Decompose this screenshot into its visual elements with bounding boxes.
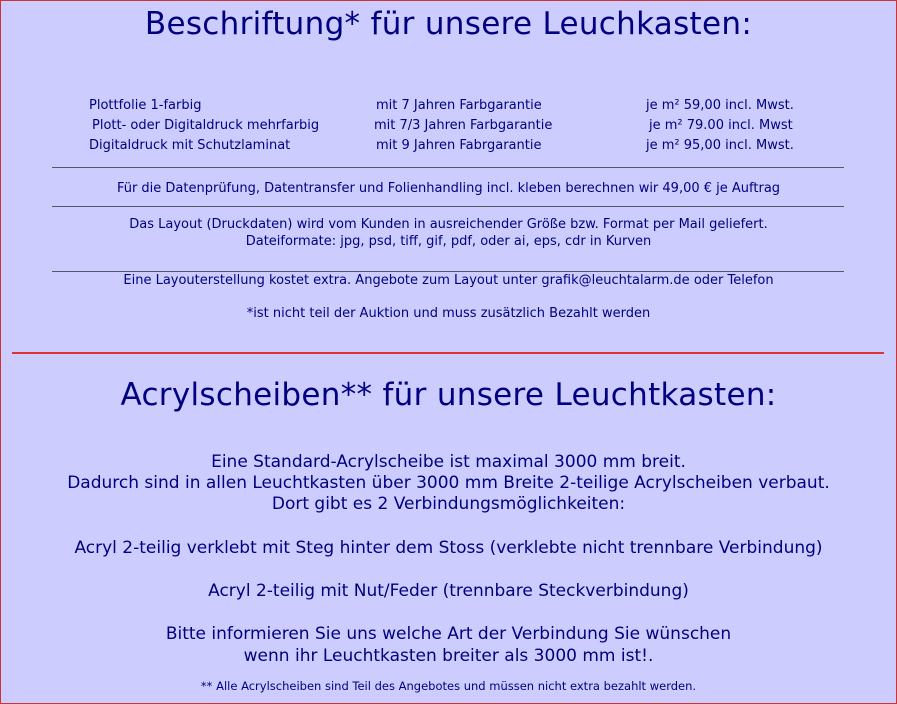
acryl-intro-line-2: Dadurch sind in allen Leuchtkasten über 3000 mm Breite 2-teilige Acrylscheiben verbaut. — [67, 473, 830, 493]
acryl-intro-line-1: Eine Standard-Acrylscheibe ist maximal 3000 mm breit. — [211, 452, 686, 472]
section2-title: Acrylscheiben** für unsere Leuchtkasten: — [120, 377, 777, 413]
divider — [52, 206, 844, 207]
price-row-1-guarantee: mit 7 Jahren Farbgarantie — [376, 98, 542, 113]
price-row-2-price: je m² 79.00 incl. Mwst — [649, 118, 793, 133]
section2-footnote: ** Alle Acrylscheiben sind Teil des Angebotes und müssen nicht extra bezahlt werden. — [200, 679, 697, 693]
price-row-2-guarantee: mit 7/3 Jahren Farbgarantie — [374, 118, 553, 133]
acryl-request-line-2: wenn ihr Leuchtkasten breiter als 3000 mm ist!. — [243, 646, 654, 666]
divider — [52, 271, 844, 272]
price-row-1-price: je m² 59,00 incl. Mwst. — [646, 98, 794, 113]
price-row-1-product: Plottfolie 1-farbig — [89, 98, 202, 113]
divider — [52, 167, 844, 168]
price-row-3-price: je m² 95,00 incl. Mwst. — [646, 138, 794, 153]
price-row-2-product: Plott- oder Digitaldruck mehrfarbig — [92, 118, 320, 133]
price-row-3-product: Digitaldruck mit Schutzlaminat — [89, 138, 291, 153]
layout-info-line-2: Dateiformate: jpg, psd, tiff, gif, pdf, oder ai, eps, cdr in Kurven — [245, 234, 652, 249]
acryl-option-1: Acryl 2-teilig verklebt mit Steg hinter dem Stoss (verklebte nicht trennbare Verbindung) — [74, 538, 823, 558]
section1-footnote: *ist nicht teil der Auktion und muss zusätzlich Bezahlt werden — [246, 306, 651, 321]
section1-title: Beschriftung* für unsere Leuchkasten: — [144, 6, 753, 42]
price-row-3-guarantee: mit 9 Jahren Fabrgarantie — [376, 138, 542, 153]
acryl-option-2: Acryl 2-teilig mit Nut/Feder (trennbare Steckverbindung) — [208, 581, 689, 601]
acryl-intro-line-3: Dort gibt es 2 Verbindungsmöglichkeiten: — [271, 494, 626, 514]
layout-info-line-1: Das Layout (Druckdaten) wird vom Kunden in ausreichender Größe bzw. Format per Mail geliefert. — [129, 217, 768, 232]
acryl-request-line-1: Bitte informieren Sie uns welche Art der Verbindung Sie wünschen — [165, 624, 732, 644]
layout-extra-text: Eine Layouterstellung kostet extra. Angebote zum Layout unter grafik@leuchtalarm.de oder Telefon — [123, 273, 774, 288]
section-separator — [12, 352, 884, 354]
data-check-text: Für die Datenprüfung, Datentransfer und Folienhandling incl. kleben berechnen wir 49,00 € je Auftrag — [116, 181, 781, 196]
